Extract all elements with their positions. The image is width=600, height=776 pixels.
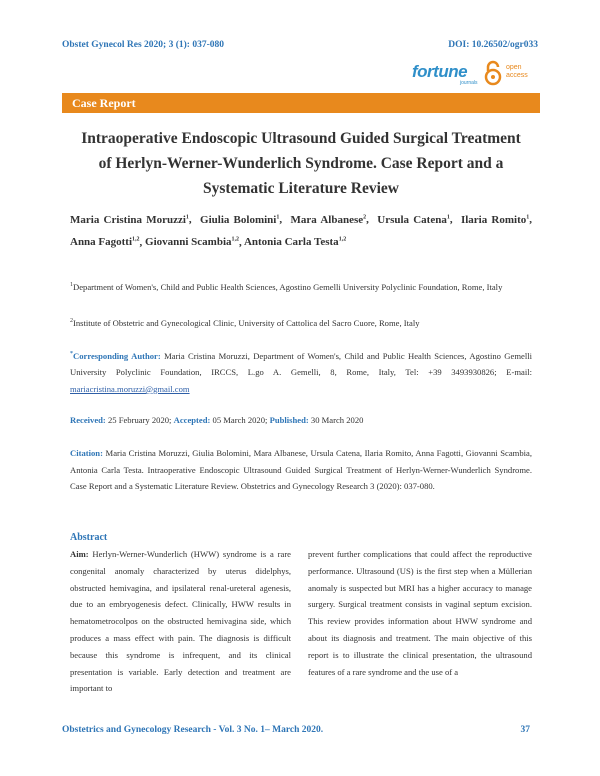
author: Giulia Bolomini$^1$ [200,213,280,226]
author: Giovanni Scambia$^{1,2}$ [145,236,240,249]
article-title [62,126,540,201]
open-access-lock-icon [482,60,504,86]
author: Antonia Carla Testa$^{1,2}$ [243,236,347,249]
title-line: Intraoperative Endoscopic Ultrasound Guided Surgical Treatment [81,130,521,147]
publisher-logo [412,60,542,88]
title-line: Systematic Literature Review [203,180,399,197]
abstract-heading: Abstract [70,532,108,543]
publication-dates: Received: 25 February 2020; Accepted: 05 March 2020; Published: 30 March 2020 [70,415,364,425]
author: Ursula Catena$^1$ [377,213,450,226]
abstract-left-column: Aim: Herlyn-Werner-Wunderlich (HWW) syndrome is a rare congenital anomaly characterized by uterus didelphys, obstructed hemivagina, and ipsilateral renal-ureteral agenesis, due to an embryogenesis defect. Clinically, HWW results in hematometrocolpos on the obstructed hemivagina side, which produces a mass effect with pain. The diagnosis is difficult because this syndrome is infrequent, and its clinical presentation is variable. Early detection and treatment are important to [70,549,291,694]
affiliation-2: $^2$Institute of Obstetric and Gynecological Clinic, University of Cattolica del Sacro Cuore, Rome, Italy [70,317,420,328]
corresponding-author: *Corresponding Author: Maria Cristina Moruzzi, Department of Women's, Child and Public Health Sciences, Agostino Gemelli University Polyclinic Foundation, IRCCS, L.go A. Gemelli, 8, Rome, Italy, Tel: +39 3493930826; E-mail: mariacristina.moruzzi@gmail.com [70,350,532,394]
journals-wordmark: journals [460,80,478,86]
citation: Citation: Maria Cristina Moruzzi, Giulia Bolomini, Mara Albanese, Ursula Catena, Ilaria Romito, Anna Fagotti, Giovanni Scambia, Antonia Carla Testa. Intraoperative Endoscopic Ultrasound Guided Surgical Treatment of Herlyn-Werner-Wunderlich Syndrome. Case Report and a Systematic Literature Review. Obstetrics and Gynecology Research 3 (2020): 037-080. [70,448,532,491]
title-line: of Herlyn-Werner-Wunderlich Syndrome. Case Report and a [98,155,504,172]
section-label: Case Report [72,96,136,110]
abstract-right-column: prevent further complications that could affect the reproductive performance. Ultrasound (US) is the first step when a Müllerian anomaly is suspected but MRI has a higher accuracy to manage surgery. Surgical treatment consists in vaginal septum excision. This review provides information about HWW syndrome and about its diagnosis and treatment. The main objective of this report is to illustrate the clinical presentation, the ultrasound features of a rare syndrome and the use of a [308,549,532,677]
author: Maria Cristina Moruzzi$^1$ [70,213,189,226]
author-list: Maria Cristina Moruzzi$^1$, Giulia Bolomini$^1$, Mara Albanese$^2$, Ursula Catena$^1$, Ilaria Romito$^1$, Anna Fagotti$^{1,2}$, Giovanni Scambia$^{1,2}$, Antonia Carla Testa$^{1,2}$ [70,213,532,249]
author: Ilaria Romito$^1$ [460,213,530,226]
affiliation-1: $^1$Department of Women's, Child and Public Health Sciences, Agostino Gemelli University Polyclinic Foundation, Rome, Italy [70,281,503,292]
footer-journal: Obstetrics and Gynecology Research - Vol. 3 No. 1– March 2020. [62,725,324,735]
fortune-wordmark: fortune [412,62,468,81]
email-link[interactable]: mariacristina.moruzzi@gmail.com [70,383,190,394]
journal-reference: Obstet Gynecol Res 2020; 3 (1): 037-080 [62,40,225,50]
open-access-text: open access [506,64,528,79]
page-number: 37 [520,725,530,735]
author: Anna Fagotti$^{1,2}$ [70,236,140,249]
author: Mara Albanese$^2$ [290,213,367,226]
doi: DOI: 10.26502/ogr033 [448,40,538,50]
